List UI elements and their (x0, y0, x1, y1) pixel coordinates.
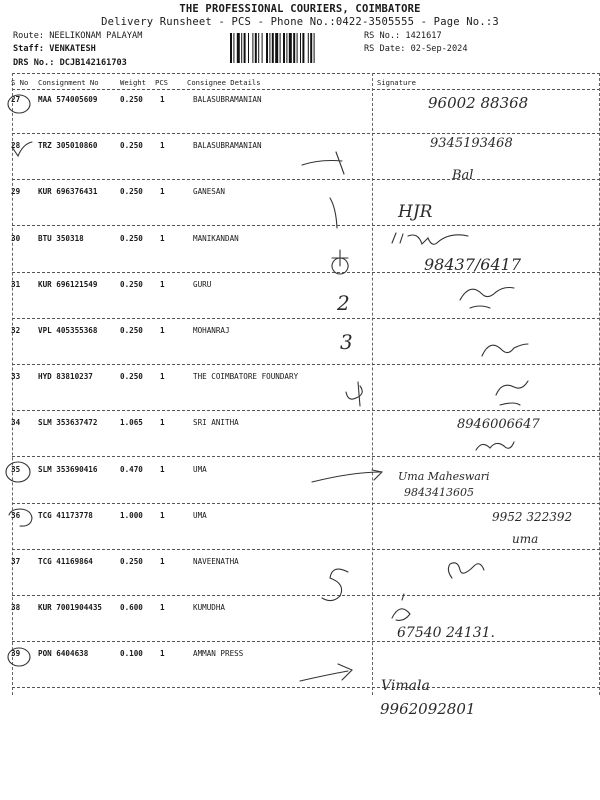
staff-value: VENKATESH (49, 44, 96, 54)
barcode-bar (233, 33, 234, 63)
cell-weight: 0.250 (120, 326, 143, 335)
cell-sno: 35 (11, 464, 21, 474)
row-divider (12, 225, 600, 226)
signature-32 (482, 344, 528, 356)
cell-consignee: BALASUBRAMANIAN (193, 141, 262, 151)
row-divider (12, 549, 600, 550)
col-header-consignee: Consignee Details (187, 78, 261, 87)
document-subtitle: Delivery Runsheet - PCS - Phone No.:0422-3505555 - Page No.:3 (101, 16, 499, 28)
cell-weight: 1.000 (120, 510, 143, 520)
cell-pcs: 1 (160, 279, 165, 289)
cell-consignment: KUR 7001904435 (38, 603, 103, 613)
cell-consignee: AMMAN PRESS (193, 649, 244, 659)
cell-pcs: 1 (160, 510, 165, 520)
handwritten-name-uma: Uma Maheswari (398, 470, 490, 483)
cell-sno: 39 (11, 649, 21, 659)
barcode-bar (297, 33, 298, 63)
cell-consignment: SLM 353690416 (38, 464, 98, 474)
barcode-bar (255, 33, 257, 63)
barcode-bar (272, 33, 274, 63)
drs-value: DCJB142161703 (59, 58, 127, 68)
cell-weight: 0.250 (120, 233, 143, 243)
barcode-bar (308, 33, 309, 63)
document-title: THE PROFESSIONAL COURIERS, COIMBATORE (179, 3, 421, 15)
handwritten-mark-2: 2 (337, 291, 350, 315)
barcode-bar (314, 33, 315, 63)
route-value: NEELIKONAM PALAYAM (49, 31, 143, 41)
table-left-border (12, 73, 13, 695)
barcode-bar (275, 33, 278, 63)
barcode-bar (269, 33, 270, 63)
table-top-rule (12, 73, 600, 74)
barcode-bar (258, 33, 259, 63)
cell-sno: 31 (11, 279, 21, 289)
cell-weight: 0.600 (120, 603, 143, 613)
cell-weight: 0.470 (120, 464, 143, 474)
staff-label: Staff: (13, 44, 45, 54)
handwritten-phone-4: 8946006647 (457, 417, 540, 432)
cell-sno: 38 (11, 603, 21, 613)
cell-pcs: 1 (160, 141, 165, 151)
row-divider (12, 179, 600, 180)
col-header-signature: Signature (377, 78, 416, 87)
cell-consignee: MOHANRAJ (193, 326, 230, 335)
cell-consignment: SLM 353637472 (38, 418, 98, 428)
signature-37 (448, 563, 484, 578)
cell-consignee: THE COIMBATORE FOUNDARY (193, 372, 299, 382)
cell-consignment: VPL 405355368 (38, 326, 98, 335)
signature-31 (460, 288, 514, 309)
circle-plus-30 (332, 250, 348, 274)
cell-weight: 1.065 (120, 418, 143, 428)
cell-consignment: HYD 83810237 (38, 372, 93, 382)
handwritten-phone-7: 67540 24131. (397, 625, 495, 641)
row-divider (12, 133, 600, 134)
handwritten-name-uma-2: uma (512, 532, 539, 546)
cell-consignment: KUR 696376431 (38, 187, 98, 197)
cell-consignment: PON 6404638 (38, 649, 89, 659)
cell-weight: 0.250 (120, 95, 143, 104)
row-divider (12, 641, 600, 642)
cell-pcs: 1 (160, 187, 165, 197)
barcode-bar (310, 33, 312, 63)
handwritten-phone-2: 9345193468 (430, 136, 513, 151)
col-header-sno: S No (11, 78, 29, 87)
col-header-pcs: PCS (155, 78, 168, 87)
signature-column-divider (372, 73, 373, 695)
cell-pcs: 1 (160, 326, 165, 335)
arrow-mark-39 (300, 664, 352, 681)
cell-weight: 0.250 (120, 141, 143, 151)
cell-sno: 33 (11, 372, 21, 382)
table-header-rule (12, 89, 600, 90)
rs-no-line (364, 31, 442, 41)
handwritten-phone-3: 98437/6417 (424, 255, 522, 274)
cell-weight: 0.250 (120, 187, 143, 197)
drs-line (13, 58, 127, 68)
row-divider (12, 503, 600, 504)
barcode-bar (244, 33, 246, 63)
barcode-bar (289, 33, 292, 63)
cell-consignee: NAVEENATHA (193, 557, 239, 566)
barcode-bar (237, 33, 240, 63)
route-label: Route: (13, 31, 45, 41)
barcode-bar (283, 33, 285, 63)
handwritten-mark-3: 3 (340, 330, 353, 354)
cell-consignee: GANESAN (193, 187, 226, 197)
cell-consignee: MANIKANDAN (193, 233, 239, 243)
cell-weight: 0.250 (120, 372, 143, 382)
cell-pcs: 1 (160, 418, 165, 428)
cell-pcs: 1 (160, 233, 165, 243)
cell-pcs: 1 (160, 649, 165, 659)
cell-pcs: 1 (160, 95, 165, 104)
cell-sno: 27 (11, 95, 21, 104)
barcode (230, 33, 354, 63)
barcode-bar (252, 33, 253, 63)
drs-label: DRS No.: (13, 58, 55, 68)
cell-sno: 30 (11, 233, 21, 243)
cell-sno: 37 (11, 557, 21, 566)
cell-consignment: KUR 696121549 (38, 279, 98, 289)
route-line (13, 31, 142, 41)
cell-consignment: MAA 574005609 (38, 95, 98, 104)
cell-consignee: BALASUBRAMANIAN (193, 95, 262, 104)
barcode-bar (262, 33, 263, 63)
handwritten-phone-6: 9952 322392 (492, 510, 573, 524)
cell-weight: 0.100 (120, 649, 143, 659)
handwritten-phone-1: 96002 88368 (428, 94, 529, 112)
cell-consignee: GURU (193, 279, 212, 289)
cell-pcs: 1 (160, 603, 165, 613)
cell-sno: 28 (11, 141, 21, 151)
mark-33 (346, 382, 362, 406)
rs-date-line (364, 44, 468, 54)
cell-consignment: TRZ 305010860 (38, 141, 98, 151)
barcode-bar (300, 33, 301, 63)
signature-30 (392, 233, 468, 244)
handwritten-initials: HJR (398, 202, 433, 222)
rs-no-value: 1421617 (405, 31, 442, 41)
cell-consignment: BTU 350318 (38, 233, 84, 243)
cell-weight: 0.250 (120, 279, 143, 289)
barcode-bar (266, 33, 268, 63)
rs-date-label: RS Date: (364, 44, 406, 54)
cell-consignee: UMA (193, 464, 207, 474)
cell-consignee: KUMUDHA (193, 603, 226, 613)
row-divider (12, 364, 600, 365)
barcode-bar (230, 33, 232, 63)
cell-consignment: TCG 41173778 (38, 510, 93, 520)
signature-34 (476, 442, 514, 450)
col-header-weight: Weight (120, 78, 146, 87)
handwritten-name-bal: Bal (452, 168, 474, 183)
cell-consignment: TCG 41169864 (38, 557, 93, 566)
cell-pcs: 1 (160, 372, 165, 382)
row-divider (12, 595, 600, 596)
cell-sno: 36 (11, 510, 21, 520)
cell-consignee: UMA (193, 510, 207, 520)
rs-no-label: RS No.: (364, 31, 401, 41)
cell-sno: 32 (11, 326, 21, 335)
barcode-bar (241, 33, 242, 63)
row-divider (12, 687, 600, 688)
cell-consignee: SRI ANITHA (193, 418, 239, 428)
barcode-bar (302, 33, 304, 63)
col-header-consignment: Consignment No (38, 78, 99, 87)
barcode-bar (293, 33, 295, 63)
rs-date-value: 02-Sep-2024 (410, 44, 468, 54)
cell-sno: 34 (11, 418, 21, 428)
barcode-bar (286, 33, 287, 63)
barcode-bar (280, 33, 281, 63)
barcode-bar (248, 33, 249, 63)
cell-pcs: 1 (160, 557, 165, 566)
row-divider (12, 318, 600, 319)
cell-weight: 0.250 (120, 557, 143, 566)
staff-line (13, 44, 96, 54)
cell-sno: 29 (11, 187, 21, 197)
handwritten-phone-5: 9843413605 (404, 486, 474, 499)
cell-pcs: 1 (160, 464, 165, 474)
tick-mark-28 (302, 152, 344, 174)
handwritten-name-vimala: Vimala (381, 678, 430, 694)
row-divider (12, 410, 600, 411)
tick-mark-29 (330, 198, 337, 228)
signature-33 (496, 381, 528, 405)
handwritten-phone-8: 9962092801 (380, 700, 476, 718)
signature-38 (392, 594, 410, 620)
row-divider (12, 456, 600, 457)
